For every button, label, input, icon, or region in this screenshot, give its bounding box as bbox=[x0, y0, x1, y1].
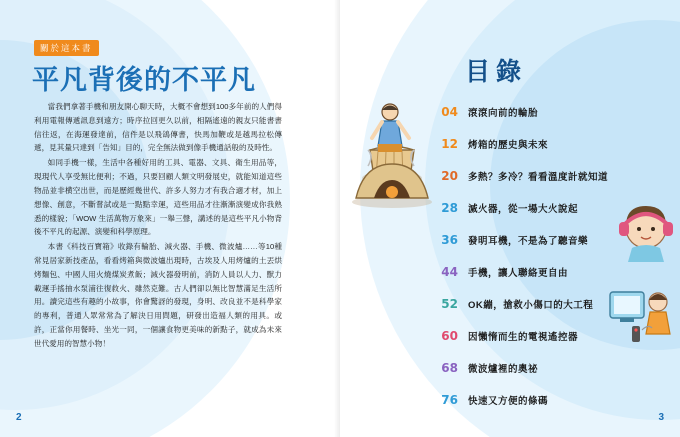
toc-entry[interactable] bbox=[432, 352, 662, 384]
toc-entry-page: 76 bbox=[441, 393, 458, 407]
tv-remote-family-illustration bbox=[608, 282, 680, 350]
toc-entry-label: 發明耳機，不是為了聽音樂 bbox=[468, 236, 589, 247]
toc-entry-page: 04 bbox=[441, 105, 458, 119]
toc-entry-label: OK繃，搶救小傷口的大工程 bbox=[468, 300, 594, 311]
toc-entry-label: 滾滾向前的輪胎 bbox=[468, 108, 539, 119]
paragraph: 當我們拿著手機和朋友開心聊天時，大概不會想到100多年前的人們得利用電報傳遞訊息到遠方；時序拉回更久以前，相隔遙遠的親友只能書書信往返，在海運發達前，信件是以飛鴿傳書，快馬加鞭或是越馬拉松傳遞，見其量只達到「告知」目的，完全無法做到像手機通話般的及時性。 bbox=[34, 102, 282, 153]
toc-entry[interactable] bbox=[432, 160, 662, 192]
toc-entry[interactable] bbox=[432, 128, 662, 160]
toc-entry-label: 因懶惰而生的電視遙控器 bbox=[468, 332, 579, 343]
toc-entry-label: 微波爐裡的奧祕 bbox=[468, 364, 539, 375]
paragraph: 本書《科技百寶箱》收錄有輪胎、減火器、手機、微波爐……等10種常見居家新技產品，看看烤箱與微波爐出現時，古埃及人用烤爐的土丟烘烤麵包、中國人用火燒煤炭煮飯；減火器發明前，消防人員以人力、獸力載運手搖抽水泵浦往復救火、雖然克難。古人們卻以無比智慧滿足生活所用。讀完這些有趣的小故事，你會驚訝的發現，身明、改良並不是科學家的專利，普通人眾常常為了解決日用問題，研發出造福人類的用具。或許，正當你用餐時、坐光一同，一個讓食物更美味的新點子，就成為未來世代愛用的智慧小物！ bbox=[34, 242, 282, 348]
page-number-right: 3 bbox=[658, 412, 664, 423]
toc-entry-page: 60 bbox=[441, 329, 458, 343]
toc-entry-label: 手機，讓人聯絡更自由 bbox=[468, 268, 569, 279]
toc-entry-page: 28 bbox=[441, 201, 458, 215]
toc-entry-label: 烤箱的歷史與未來 bbox=[468, 140, 549, 151]
toc-entry[interactable] bbox=[432, 384, 662, 416]
toc-entry-label: 滅火器，從一場大火說起 bbox=[468, 204, 579, 215]
toc-entry-page: 36 bbox=[441, 233, 458, 247]
right-page bbox=[340, 0, 680, 437]
toc-entry-page: 44 bbox=[441, 265, 458, 279]
toc-entry-label: 多熱？多冷？看看溫度計就知道 bbox=[468, 172, 609, 183]
paragraph: 如同手機一樣，生活中各種好用的工具、電器、文具、衛生用品等，現現代人享受無比便利；不過，只要回顧人類文明發展史，就能知道這些物品並非横空出世，而是歷經幾世代、許多人努力才有我合適才材，加上想像、創意，不斷嘗試或是一點點幸運，這些用品才往漸漸演變成你我熟悉的樣貌；「WOW 生活萬物万象來」一舉三聲，講述的是這些平凡小物背後不平凡的起源、演變和科學原理。 bbox=[34, 158, 282, 237]
toc-entry-page: 68 bbox=[441, 361, 458, 375]
toc-entry-page: 20 bbox=[441, 169, 458, 183]
page-title: 平凡背後的不平凡 bbox=[32, 65, 256, 95]
toc-entry-page: 52 bbox=[441, 297, 458, 311]
oven-bread-illustration bbox=[344, 140, 440, 210]
toc-entry[interactable] bbox=[432, 96, 662, 128]
section-kicker: 關於這本書 bbox=[34, 40, 99, 56]
toc-title: 目錄 bbox=[465, 58, 528, 86]
toc-entry-page: 12 bbox=[441, 137, 458, 151]
page-number-left: 2 bbox=[16, 412, 22, 423]
headphone-girl-illustration bbox=[616, 200, 676, 264]
body-text bbox=[34, 100, 282, 352]
toc-entry-label: 快速又方便的條碼 bbox=[468, 396, 549, 407]
